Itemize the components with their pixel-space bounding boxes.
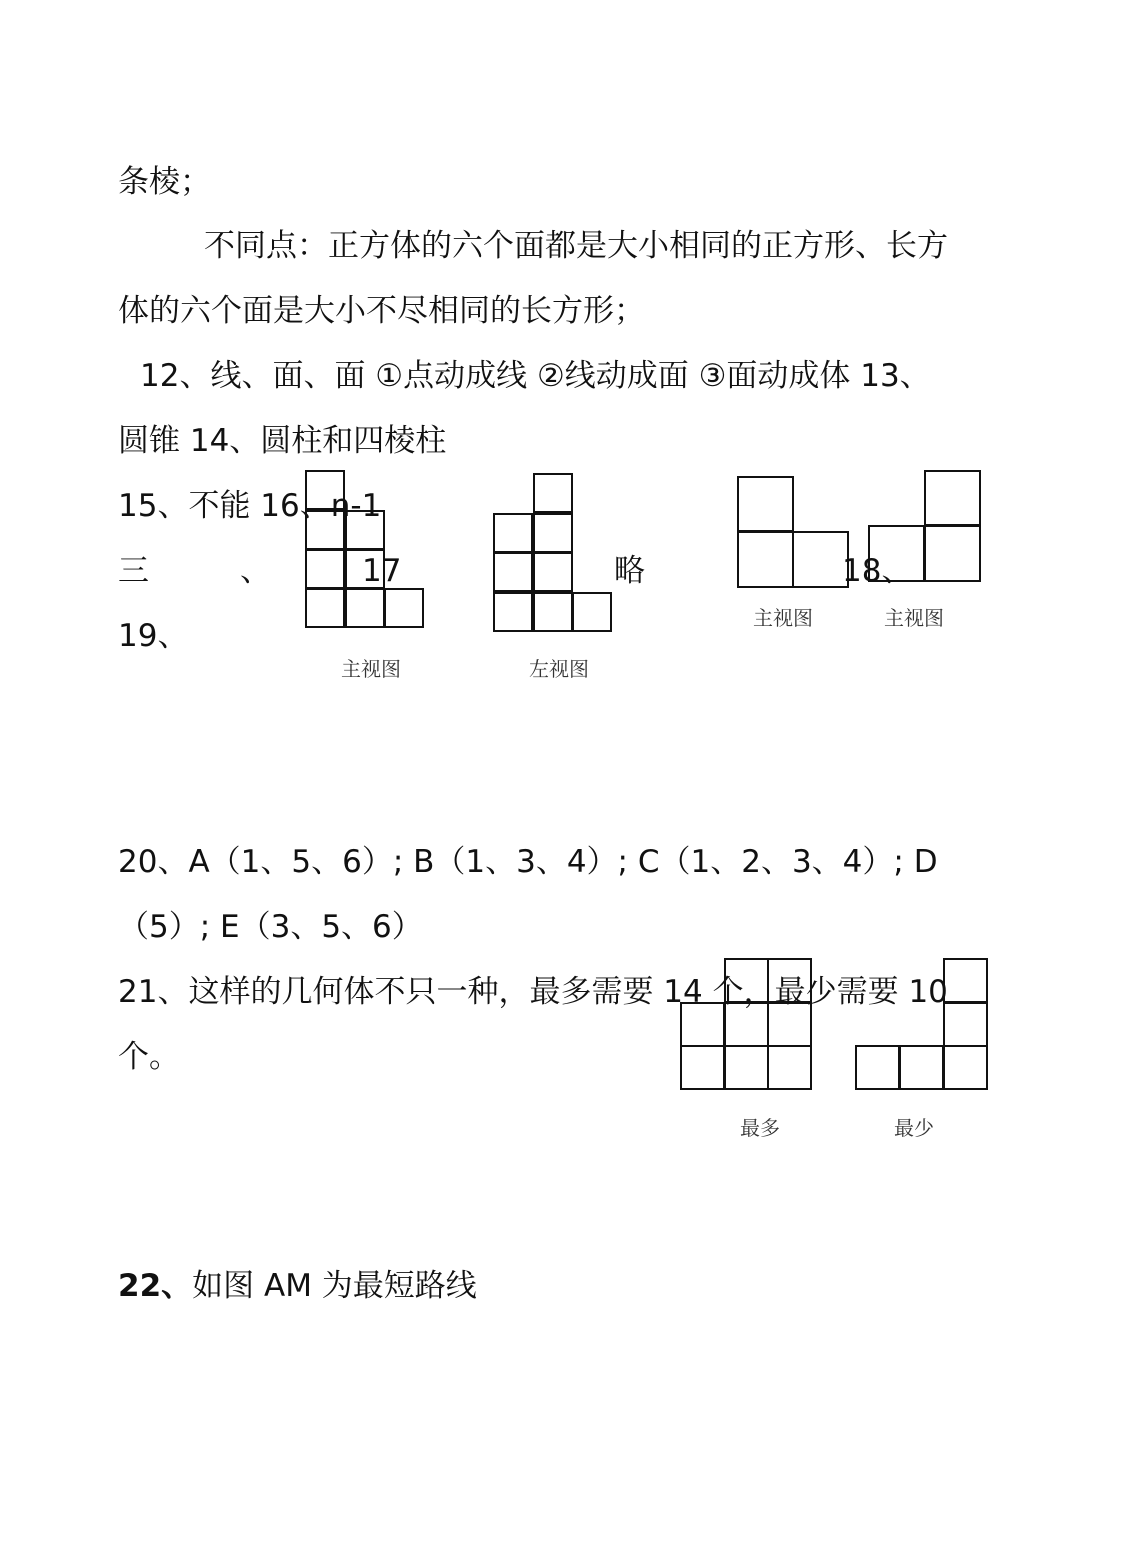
grid-cell [924, 470, 981, 526]
grid-cell [855, 1045, 900, 1090]
grid-cell [493, 552, 533, 592]
grid-cell [533, 513, 573, 553]
answer-line-10: （5）; E（3、5、6） [118, 909, 423, 945]
grid-cell [680, 1045, 725, 1090]
answer-line-5: 圆锥 14、圆柱和四棱柱 [118, 423, 447, 459]
grid-cell [737, 531, 794, 588]
grid-cell [792, 531, 849, 588]
question-number: 22、 [118, 1268, 193, 1304]
grid-cell [724, 1002, 769, 1047]
grid-cell [345, 549, 385, 589]
q19-front-view-caption: 主视图 [341, 657, 401, 681]
grid-cell [767, 1002, 812, 1047]
grid-cell [493, 592, 533, 632]
answer-line-1: 条棱； [118, 164, 211, 200]
grid-cell [924, 525, 981, 582]
grid-cell [572, 592, 612, 632]
grid-cell [384, 588, 424, 628]
grid-cell [868, 525, 925, 582]
answer-line-7-q18: 18、 [842, 553, 913, 589]
answer-line-7-section: 三 [118, 553, 149, 589]
grid-cell [305, 470, 345, 510]
answer-line-3: 体的六个面是大小不尽相同的长方形； [118, 293, 645, 329]
grid-cell [533, 552, 573, 592]
grid-cell [724, 958, 769, 1003]
q19-left-view-caption: 左视图 [529, 657, 589, 681]
q21-min-caption: 最少 [894, 1116, 934, 1140]
answer-line-13 [118, 1266, 477, 1306]
grid-cell [943, 1045, 988, 1090]
grid-cell [767, 958, 812, 1003]
answer-line-4: 12、线、面、面 ①点动成线 ②线动成面 ③面动成体 13、 [140, 358, 931, 394]
q18-view-b-caption: 主视图 [884, 606, 944, 630]
grid-cell [533, 473, 573, 513]
answer-line-6: 15、不能 16、n-1 [118, 488, 382, 524]
q21-max-caption: 最多 [740, 1116, 780, 1140]
question-text: 如图 AM 为最短路线 [192, 1268, 477, 1304]
grid-cell [737, 476, 794, 532]
grid-cell [493, 513, 533, 553]
grid-cell [345, 588, 385, 628]
answer-line-8: 19、 [118, 618, 189, 654]
answer-line-7-q17: 17 [362, 553, 402, 589]
grid-cell [899, 1045, 944, 1090]
answer-line-9: 20、A（1、5、6）; B（1、3、4）; C（1、2、3、4）; D [118, 844, 938, 880]
q18-view-a-caption: 主视图 [753, 606, 813, 630]
grid-cell [724, 1045, 769, 1090]
answer-line-2: 不同点：正方体的六个面都是大小相同的正方形、长方 [204, 228, 948, 264]
grid-cell [680, 1002, 725, 1047]
grid-cell [943, 958, 988, 1003]
answer-line-7-omit: 略 [614, 553, 645, 589]
grid-cell [767, 1045, 812, 1090]
grid-cell [943, 1002, 988, 1047]
grid-cell [305, 588, 345, 628]
answer-line-11: 21、这样的几何体不只一种，最多需要 14 个，最少需要 10 [118, 974, 948, 1010]
answer-line-7-sep: 、 [240, 553, 271, 589]
grid-cell [533, 592, 573, 632]
grid-cell [345, 510, 385, 550]
grid-cell [305, 510, 345, 550]
answer-line-12: 个。 [118, 1039, 180, 1075]
grid-cell [305, 549, 345, 589]
